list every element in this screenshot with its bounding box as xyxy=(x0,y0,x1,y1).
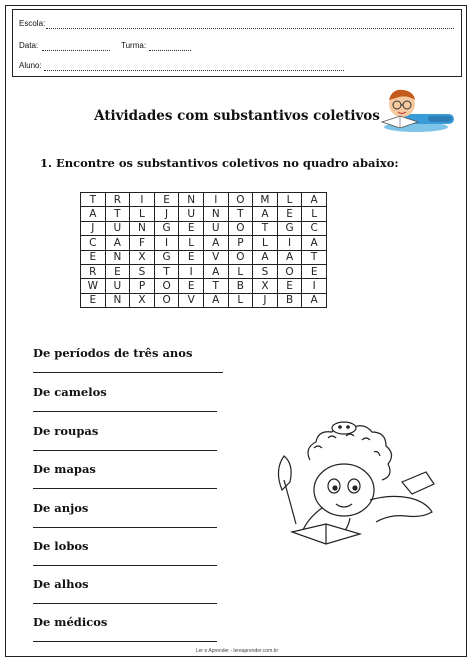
grid-letter[interactable]: F xyxy=(130,236,155,250)
grid-letter[interactable]: M xyxy=(253,193,278,207)
answer-item-label: De roupas xyxy=(33,424,99,438)
grid-letter[interactable]: V xyxy=(203,250,228,264)
grid-letter[interactable]: U xyxy=(179,207,204,221)
grid-letter[interactable]: G xyxy=(154,221,179,235)
grid-letter[interactable]: U xyxy=(203,221,228,235)
turma-field[interactable] xyxy=(149,50,191,51)
grid-letter[interactable]: S xyxy=(253,264,278,278)
answer-item-label: De alhos xyxy=(33,577,89,591)
grid-letter[interactable]: V xyxy=(179,293,204,307)
grid-letter[interactable]: X xyxy=(130,293,155,307)
grid-letter[interactable]: P xyxy=(228,236,253,250)
grid-row xyxy=(81,236,327,250)
data-field[interactable] xyxy=(42,50,110,51)
grid-letter[interactable]: R xyxy=(105,193,130,207)
grid-letter[interactable]: C xyxy=(81,236,106,250)
grid-letter[interactable]: X xyxy=(253,279,278,293)
grid-letter[interactable]: N xyxy=(105,293,130,307)
grid-letter[interactable]: L xyxy=(130,207,155,221)
grid-letter[interactable]: A xyxy=(277,250,302,264)
footer: Ler e Aprender - lereaprender.com.br xyxy=(195,648,279,654)
grid-letter[interactable]: J xyxy=(81,221,106,235)
grid-letter[interactable]: A xyxy=(203,236,228,250)
grid-letter[interactable]: E xyxy=(277,279,302,293)
answer-item-label: De períodos de três anos xyxy=(33,346,193,360)
grid-letter[interactable]: E xyxy=(179,250,204,264)
grid-letter[interactable]: N xyxy=(203,207,228,221)
grid-row xyxy=(81,293,327,307)
grid-letter[interactable]: T xyxy=(253,221,278,235)
grid-letter[interactable]: L xyxy=(302,207,327,221)
grid-letter[interactable]: E xyxy=(302,264,327,278)
grid-letter[interactable]: A xyxy=(253,207,278,221)
aluno-label: Aluno: xyxy=(19,61,42,70)
grid-letter[interactable]: T xyxy=(203,279,228,293)
grid-letter[interactable]: O xyxy=(228,250,253,264)
grid-letter[interactable]: O xyxy=(228,221,253,235)
grid-letter[interactable]: T xyxy=(105,207,130,221)
grid-letter[interactable]: E xyxy=(277,207,302,221)
grid-letter[interactable]: W xyxy=(81,279,106,293)
grid-letter[interactable]: L xyxy=(253,236,278,250)
grid-letter[interactable]: G xyxy=(154,250,179,264)
grid-letter[interactable]: I xyxy=(179,264,204,278)
answer-line[interactable] xyxy=(33,565,217,566)
grid-letter[interactable]: A xyxy=(203,293,228,307)
escola-label: Escola: xyxy=(19,19,46,28)
grid-row xyxy=(81,250,327,264)
grid-letter[interactable]: O xyxy=(154,293,179,307)
grid-letter[interactable]: J xyxy=(154,207,179,221)
grid-letter[interactable]: I xyxy=(277,236,302,250)
grid-letter[interactable]: O xyxy=(277,264,302,278)
grid-letter[interactable]: B xyxy=(277,293,302,307)
header-box xyxy=(12,9,462,77)
grid-letter[interactable]: P xyxy=(130,279,155,293)
escola-field[interactable] xyxy=(46,28,454,29)
grid-letter[interactable]: L xyxy=(228,264,253,278)
grid-letter[interactable]: N xyxy=(130,221,155,235)
grid-letter[interactable]: L xyxy=(179,236,204,250)
grid-letter[interactable]: A xyxy=(105,236,130,250)
grid-letter[interactable]: O xyxy=(228,193,253,207)
question-1: 1. Encontre os substantivos coletivos no quadro abaixo: xyxy=(40,156,399,170)
grid-letter[interactable]: I xyxy=(130,193,155,207)
grid-letter[interactable]: E xyxy=(179,279,204,293)
answer-line[interactable] xyxy=(33,641,217,642)
grid-letter[interactable]: R xyxy=(81,264,106,278)
grid-letter[interactable]: C xyxy=(302,221,327,235)
grid-letter[interactable]: L xyxy=(277,193,302,207)
grid-letter[interactable]: I xyxy=(302,279,327,293)
grid-letter[interactable]: I xyxy=(203,193,228,207)
grid-letter[interactable]: U xyxy=(105,279,130,293)
grid-letter[interactable]: E xyxy=(81,250,106,264)
grid-letter[interactable]: A xyxy=(203,264,228,278)
grid-letter[interactable]: X xyxy=(130,250,155,264)
answer-line[interactable] xyxy=(33,527,217,528)
word-search-grid xyxy=(80,192,327,308)
answer-line[interactable] xyxy=(33,603,217,604)
answer-line[interactable] xyxy=(33,372,223,373)
answer-line[interactable] xyxy=(33,450,217,451)
grid-letter[interactable]: A xyxy=(81,207,106,221)
turma-label: Turma: xyxy=(121,41,147,50)
grid-row xyxy=(81,264,327,278)
answer-item-label: De médicos xyxy=(33,615,108,629)
grid-letter[interactable]: B xyxy=(228,279,253,293)
answer-item-label: De lobos xyxy=(33,539,89,553)
answer-item-label: De anjos xyxy=(33,501,89,515)
grid-letter[interactable]: A xyxy=(302,193,327,207)
grid-letter[interactable]: E xyxy=(179,221,204,235)
grid-row xyxy=(81,279,327,293)
grid-letter[interactable]: E xyxy=(81,293,106,307)
answer-item-label: De camelos xyxy=(33,385,107,399)
grid-letter[interactable]: T xyxy=(302,250,327,264)
grid-letter[interactable]: J xyxy=(253,293,278,307)
grid-letter[interactable]: U xyxy=(105,221,130,235)
data-label: Data: xyxy=(19,41,39,50)
grid-letter[interactable]: T xyxy=(228,207,253,221)
answer-line[interactable] xyxy=(33,411,217,412)
page-title: Atividades com substantivos coletivos xyxy=(94,108,380,124)
grid-letter[interactable]: T xyxy=(81,193,106,207)
grid-letter[interactable]: S xyxy=(130,264,155,278)
grid-row xyxy=(81,193,327,207)
grid-letter[interactable]: G xyxy=(277,221,302,235)
grid-letter[interactable]: A xyxy=(253,250,278,264)
grid-letter[interactable]: A xyxy=(302,236,327,250)
aluno-field[interactable] xyxy=(44,70,344,71)
grid-letter[interactable]: A xyxy=(302,293,327,307)
grid-letter[interactable]: N xyxy=(105,250,130,264)
answer-item-label: De mapas xyxy=(33,462,96,476)
answer-line[interactable] xyxy=(33,488,217,489)
grid-letter[interactable]: I xyxy=(154,236,179,250)
grid-letter[interactable]: E xyxy=(154,193,179,207)
grid-row xyxy=(81,207,327,221)
grid-letter[interactable]: O xyxy=(154,279,179,293)
grid-letter[interactable]: T xyxy=(154,264,179,278)
grid-letter[interactable]: E xyxy=(105,264,130,278)
child-writing-with-feather-pen-icon xyxy=(262,420,440,552)
grid-row xyxy=(81,221,327,235)
grid-letter[interactable]: L xyxy=(228,293,253,307)
grid-letter[interactable]: N xyxy=(179,193,204,207)
